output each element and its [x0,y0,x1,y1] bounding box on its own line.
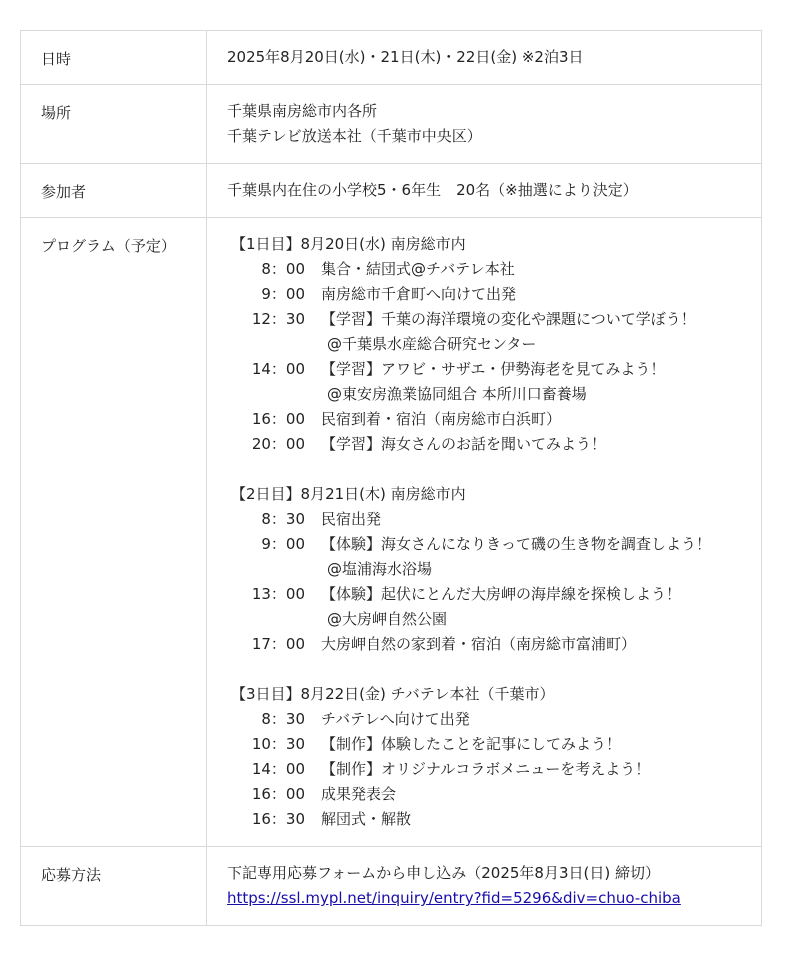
schedule-activity: 民宿到着・宿泊（南房総市白浜町） [321,410,562,428]
schedule-activity: 【学習】アワビ・サザエ・伊勢海老を見てみよう！ [321,360,666,378]
schedule-time: 16：00 [251,785,305,803]
day-title: 【3日目】8月22日(金) チバテレ本社（千葉市） [231,685,555,703]
schedule-item [231,707,761,732]
schedule-item [231,782,761,807]
schedule-time: 8：00 [261,260,305,278]
schedule-item [231,257,761,282]
schedule-time: 12：30 [251,310,305,328]
schedule-time: 20：00 [251,435,305,453]
schedule-time: 14：00 [251,760,305,778]
schedule-activity: 民宿出発 [321,510,382,528]
schedule-activity: 【体験】海女さんになりきって磯の生き物を調査しよう！ [321,535,712,553]
schedule-activity: 【学習】海女さんのお話を聞いてみよう！ [321,435,607,453]
schedule-item [231,407,761,432]
schedule-activity: 大房岬自然の家到着・宿泊（南房総市富浦町） [321,635,637,653]
schedule-time: 9：00 [261,285,305,303]
date-value-cell [207,31,762,85]
schedule-activity: 解団式・解散 [321,810,412,828]
schedule-venue: @大房岬自然公園 [327,610,448,628]
program-value-cell [207,218,762,847]
day-title: 【2日目】8月21日(木) 南房総市内 [231,485,466,503]
schedule-activity: 成果発表会 [321,785,397,803]
date-label: 日時 [21,31,207,85]
day-title: 【1日目】8月20日(水) 南房総市内 [231,235,466,253]
schedule-time: 17：00 [251,635,305,653]
event-info-table [20,30,762,926]
schedule-item [231,357,761,382]
schedule-activity: 【制作】体験したことを記事にしてみよう！ [321,735,622,753]
row-program [21,218,762,847]
schedule-item [231,282,761,307]
schedule-item [231,632,761,657]
place-label: 場所 [21,85,207,164]
schedule-time: 13：00 [251,585,305,603]
day-spacer [231,657,761,682]
schedule-activity: 集合・結団式@チバテレ本社 [321,260,515,278]
participants-value-cell [207,164,762,218]
date-value: 2025年8月20日(水)・21日(木)・22日(金) ※2泊3日 [227,48,584,66]
schedule-venue: @塩浦海水浴場 [327,560,433,578]
schedule-time: 9：00 [261,535,305,553]
apply-value-cell [207,847,762,926]
schedule-time: 16：00 [251,410,305,428]
schedule-activity: 南房総市千倉町へ向けて出発 [321,285,517,303]
schedule-time: 8：30 [261,510,305,528]
schedule-item [231,532,761,557]
schedule-time: 14：00 [251,360,305,378]
schedule-activity: 【制作】オリジナルコラボメニューを考えよう！ [321,760,651,778]
row-place [21,85,762,164]
schedule-item [231,807,761,832]
program-schedule [227,232,761,832]
schedule-item [231,582,761,607]
schedule-item [231,432,761,457]
apply-text: 下記専用応募フォームから申し込み（2025年8月3日(日) 締切） [227,864,660,882]
day-spacer [231,457,761,482]
schedule-item [231,507,761,532]
place-line: 千葉テレビ放送本社（千葉市中央区） [227,127,482,145]
place-line: 千葉県南房総市内各所 [227,102,378,120]
apply-form-link[interactable]: https://ssl.mypl.net/inquiry/entry?fid=5296&div=chuo-chiba [227,889,681,907]
schedule-item [231,307,761,332]
schedule-item [231,757,761,782]
row-date [21,31,762,85]
schedule-time: 8：30 [261,710,305,728]
schedule-item [231,732,761,757]
participants-label: 参加者 [21,164,207,218]
participants-value: 千葉県内在住の小学校5・6年生 20名（※抽選により決定） [227,181,638,199]
schedule-venue: @東安房漁業協同組合 本所川口畜養場 [327,385,587,403]
row-apply [21,847,762,926]
row-participants [21,164,762,218]
place-value-cell [207,85,762,164]
schedule-time: 10：30 [251,735,305,753]
schedule-venue: @千葉県水産総合研究センター [327,335,537,353]
schedule-activity: 【体験】起伏にとんだ大房岬の海岸線を探検しよう！ [321,585,682,603]
schedule-activity: 【学習】千葉の海洋環境の変化や課題について学ぼう！ [321,310,696,328]
program-label: プログラム（予定） [21,218,207,847]
apply-label: 応募方法 [21,847,207,926]
schedule-activity: チバテレへ向けて出発 [321,710,470,728]
schedule-time: 16：30 [251,810,305,828]
